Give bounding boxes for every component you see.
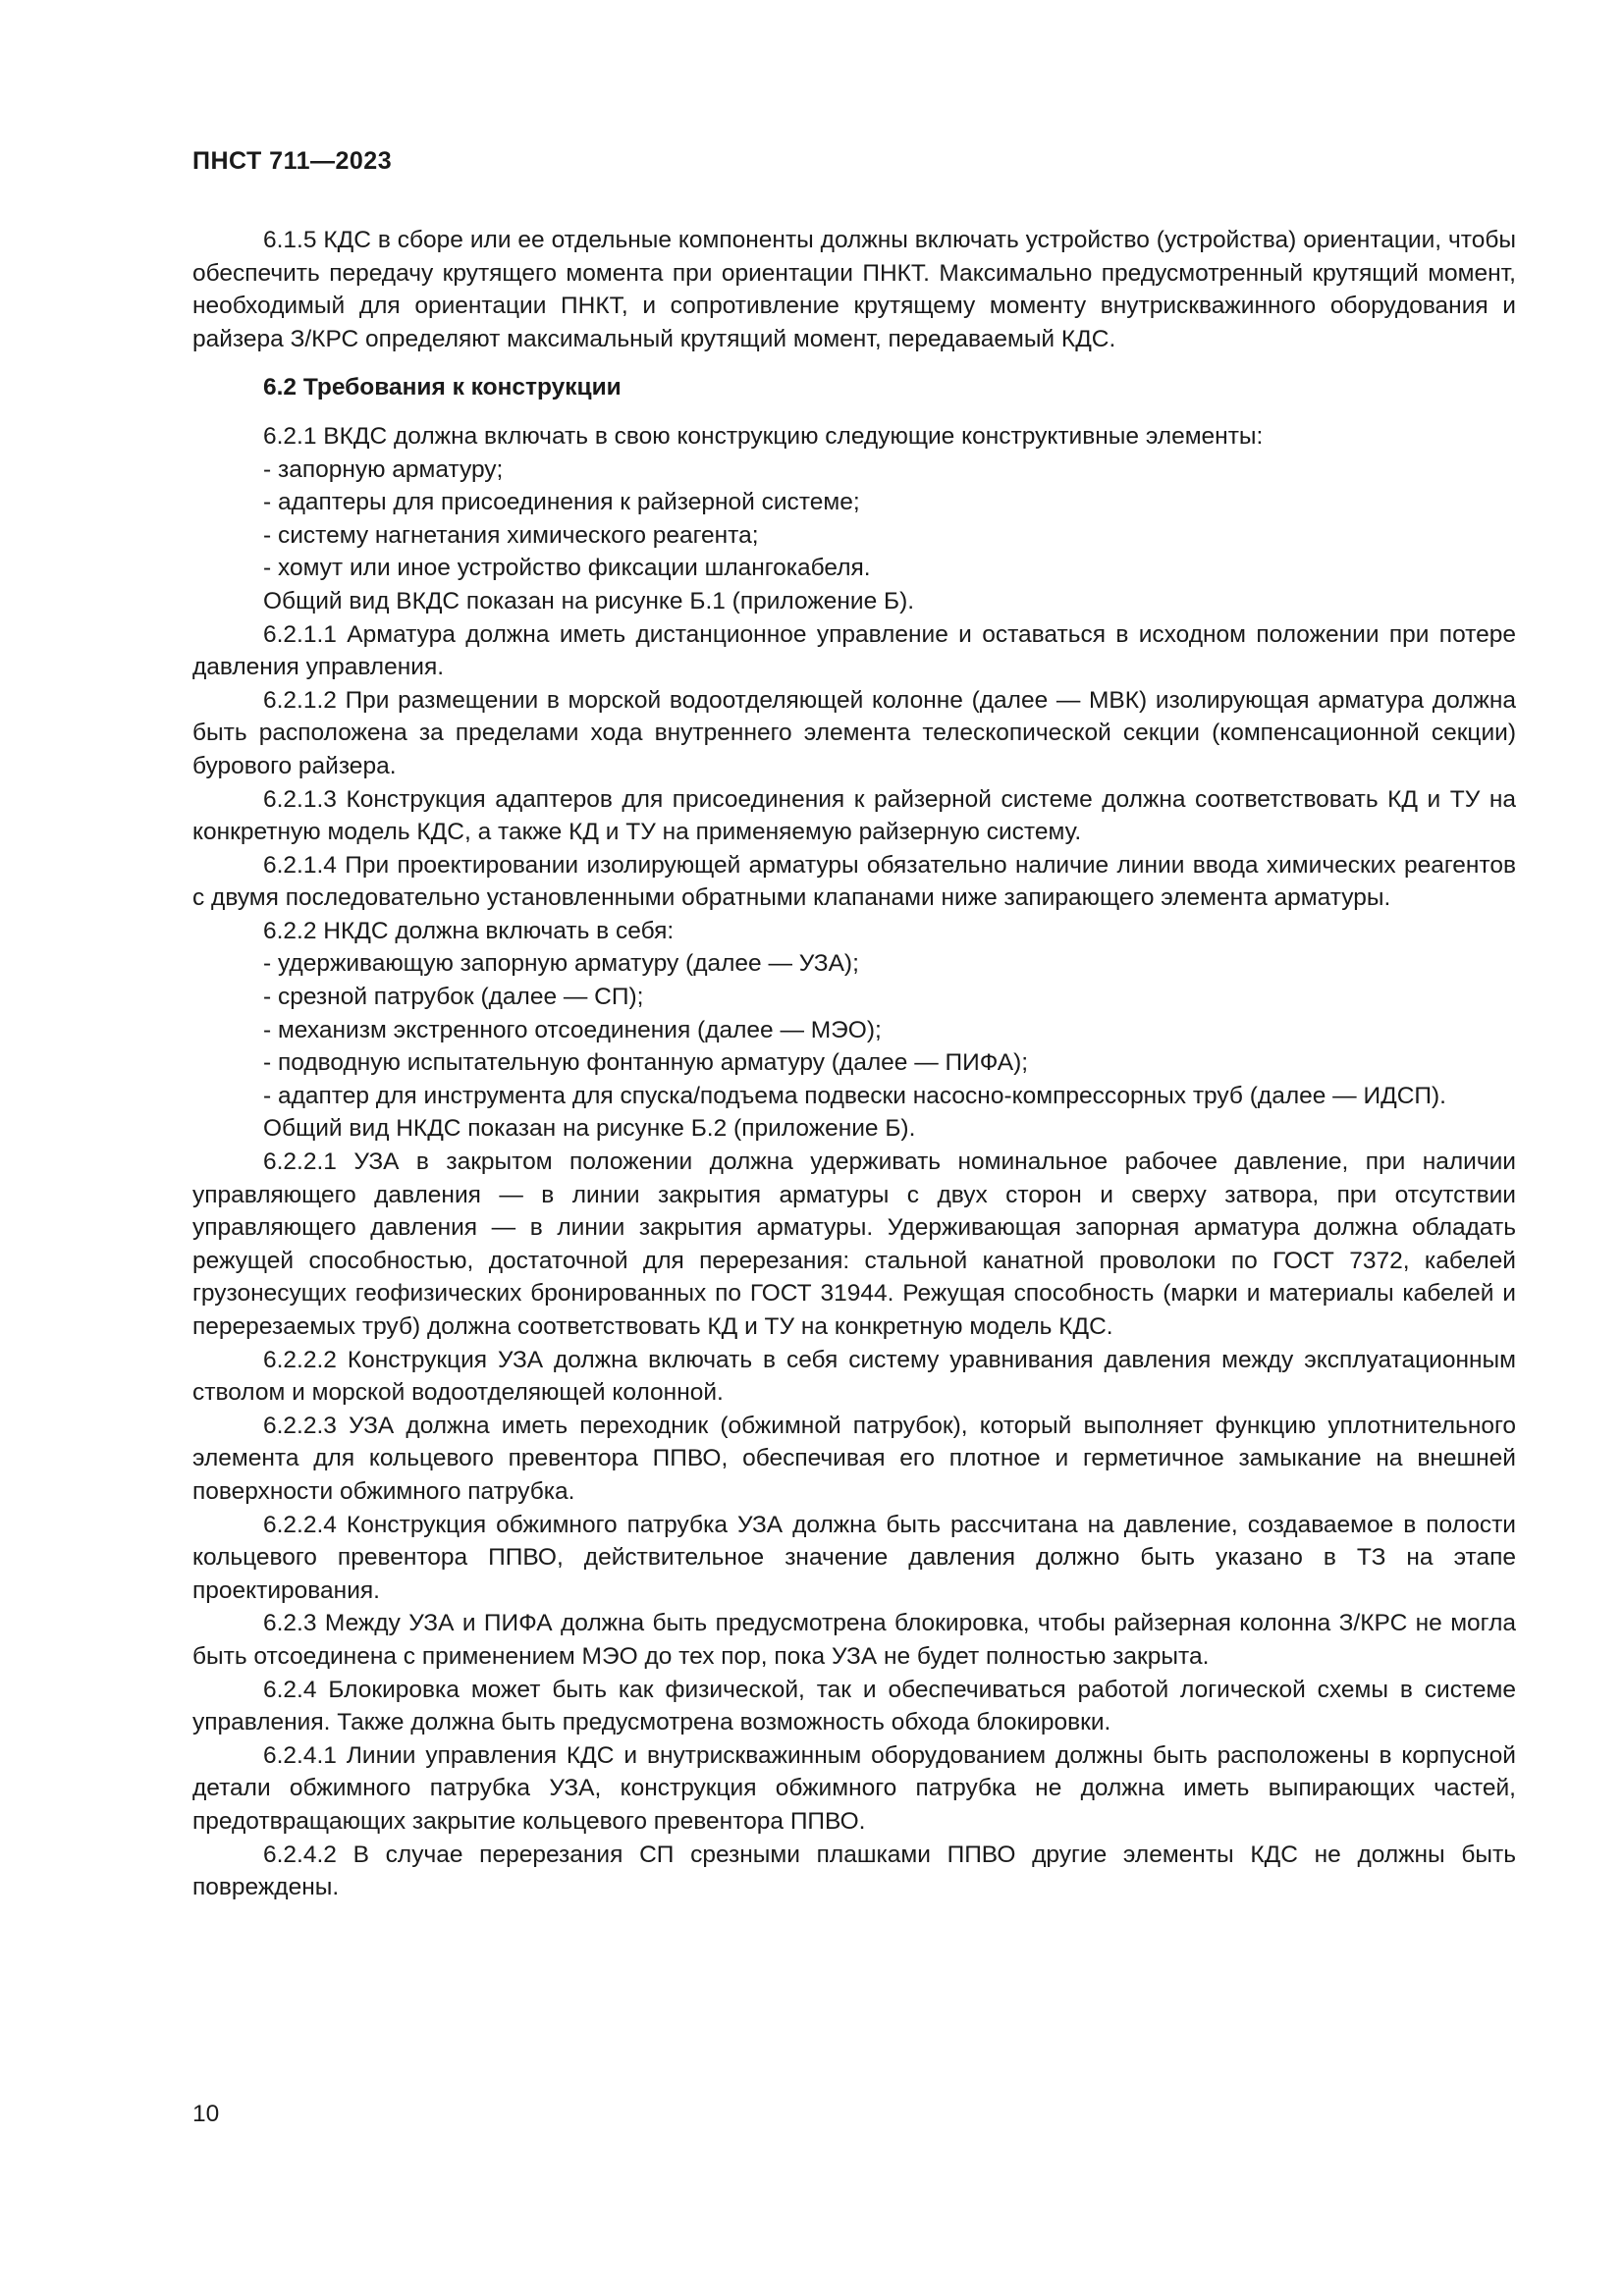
paragraph-6-2-1: 6.2.1 ВКДС должна включать в свою конструкцию следующие конструктивные элементы: [263,422,1264,450]
list-item: - хомут или иное устройство фиксации шлангокабеля. [263,555,871,582]
paragraph-6-2-4-2: 6.2.4.2 В случае перерезания СП срезными плашками ППВО другие элементы КДС не должны быть повреждены. [192,1841,1516,1901]
document-code: ПНСТ 711—2023 [192,147,393,175]
paragraph-6-2-4-1: 6.2.4.1 Линии управления КДС и внутрискважинным оборудованием должны быть расположены в корпусной детали обжимного патрубка УЗА, конструкция обжимного патрубка не должна иметь выпирающих частей, предотвращающих закрытие кольцевого превентора ППВО. [192,1741,1516,1835]
paragraph-figure-ref-b2: Общий вид НКДС показан на рисунке Б.2 (приложение Б). [263,1115,916,1143]
paragraph-6-2-4: 6.2.4 Блокировка может быть как физической, так и обеспечиваться работой логической схемы в системе управления. Также должна быть предусмотрена возможность обхода блокировки. [192,1676,1516,1736]
list-item: - адаптер для инструмента для спуска/подъема подвески насосно-компрессорных труб (далее — ИДСП). [263,1082,1446,1109]
page-number: 10 [192,2101,220,2127]
paragraph-6-1-5: 6.1.5 КДС в сборе или ее отдельные компоненты должны включать устройство (устройства) ориентации, чтобы обеспечить передачу крутящего момента при ориентации ПНКТ. Максимально предусмотренный крутящий момент, необходимый для ориентации ПНКТ, и сопротивление крутящему моменту внутрискважинного оборудования и райзера З/КРС определяют максимальный крутящий момент, передаваемый КДС. [192,227,1516,352]
list-item: - запорную арматуру; [263,455,504,483]
section-heading-6-2: 6.2 Требования к конструкции [263,374,622,401]
document-body [192,224,1516,1904]
paragraph-6-2-2-3: 6.2.2.3 УЗА должна иметь переходник (обжимной патрубок), который выполняет функцию уплотнительного элемента для кольцевого превентора ППВО, обеспечивая его плотное и герметичное замыкание на внешней поверхности обжимного патрубка. [192,1412,1516,1505]
paragraph-6-2-2-4: 6.2.2.4 Конструкция обжимного патрубка УЗА должна быть рассчитана на давление, создаваемое в полости кольцевого превентора ППВО, действительное значение давления должно быть указано в ТЗ на этапе проектирования. [192,1511,1516,1604]
paragraph-6-2-3: 6.2.3 Между УЗА и ПИФА должна быть предусмотрена блокировка, чтобы райзерная колонна З/КРС не могла быть отсоединена с применением МЭО до тех пор, пока УЗА не будет полностью закрыта. [192,1610,1516,1670]
list-item: - систему нагнетания химического реагента; [263,521,759,549]
paragraph-6-2-1-3: 6.2.1.3 Конструкция адаптеров для присоединения к райзерной системе должна соответствовать КД и ТУ на конкретную модель КДС, а также КД и ТУ на применяемую райзерную систему. [192,785,1516,846]
paragraph-figure-ref-b1: Общий вид ВКДС показан на рисунке Б.1 (приложение Б). [263,587,915,614]
paragraph-6-2-2: 6.2.2 НКДС должна включать в себя: [263,917,675,944]
list-item: - механизм экстренного отсоединения (далее — МЭО); [263,1016,882,1043]
list-item: - срезной патрубок (далее — СП); [263,984,644,1011]
paragraph-6-2-1-1: 6.2.1.1 Арматура должна иметь дистанционное управление и оставаться в исходном положении при потере давления управления. [192,620,1516,681]
paragraph-6-2-1-4: 6.2.1.4 При проектировании изолирующей арматуры обязательно наличие линии ввода химических реагентов с двумя последовательно установленными обратными клапанами ниже запирающего элемента арматуры. [192,851,1516,912]
list-item: - адаптеры для присоединения к райзерной системе; [263,489,860,516]
paragraph-6-2-1-2: 6.2.1.2 При размещении в морской водоотделяющей колонне (далее — МВК) изолирующая арматура должна быть расположена за пределами хода внутреннего элемента телескопической секции (компенсационной секции) бурового райзера. [192,686,1516,779]
list-item: - подводную испытательную фонтанную арматуру (далее — ПИФА); [263,1049,1029,1077]
paragraph-6-2-2-1: 6.2.2.1 УЗА в закрытом положении должна удерживать номинальное рабочее давление, при наличии управляющего давления — в линии закрытия арматуры с двух сторон и сверху затвора, при отсутствии управляющего давления — в линии закрытия арматуры. Удерживающая запорная арматура должна обладать режущей способностью, достаточной для перерезания: стальной канатной проволоки по ГОСТ 7372, кабелей грузонесущих геофизических бронированных по ГОСТ 31944. Режущая способность (марки и материалы кабелей и перерезаемых труб) должна соответствовать КД и ТУ на конкретную модель КДС. [192,1148,1516,1340]
list-item: - удерживающую запорную арматуру (далее — УЗА); [263,950,859,978]
paragraph-6-2-2-2: 6.2.2.2 Конструкция УЗА должна включать в себя систему уравнивания давления между эксплуатационным стволом и морской водоотделяющей колонной. [192,1346,1516,1407]
